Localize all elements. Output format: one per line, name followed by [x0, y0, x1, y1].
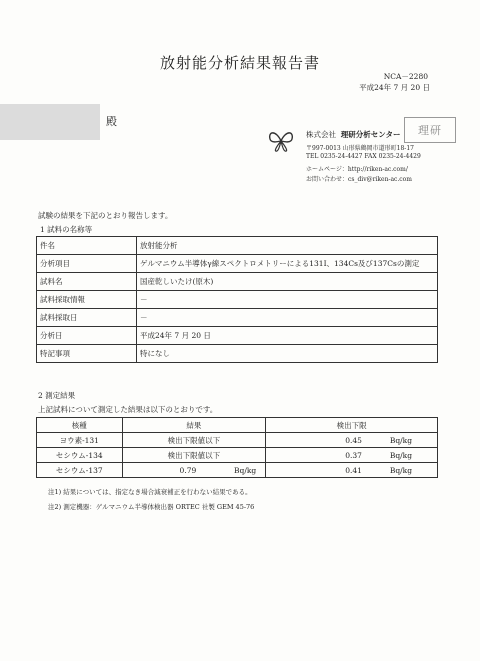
row-value: ゲルマニウム半導体γ線スペクトロメトリーによる131I、134Cs及び137Csの測定: [137, 255, 438, 273]
nuclide-cell: セシウム-134: [37, 448, 123, 463]
column-header-result: 結果: [122, 418, 266, 433]
table-row: [37, 291, 438, 309]
row-value: 国産乾しいたけ(原木): [137, 273, 438, 291]
result-cell: [122, 463, 266, 478]
row-value: 放射能分析: [137, 237, 438, 255]
limit-value: 0.41: [345, 465, 362, 475]
row-value: 特になし: [137, 345, 438, 363]
limit-unit: Bq/kg: [389, 465, 412, 475]
result-value: 検出下限値以下: [167, 450, 221, 460]
note-1: 注1) 結果については、指定なき場合減衰補正を行わない結果である。: [48, 488, 252, 496]
company-inquiry: お問い合わせ：cs_div@riken-ac.com: [306, 176, 412, 183]
row-value: 平成24年 7 月 20 日: [137, 327, 438, 345]
row-label: 特記事項: [37, 345, 137, 363]
row-label: 試料採取日: [37, 309, 137, 327]
section1-heading: 1 試料の名称等: [40, 225, 93, 234]
table-row: [37, 345, 438, 363]
nuclide-cell: セシウム-137: [37, 463, 123, 478]
limit-cell: [266, 448, 438, 463]
table-row: [37, 255, 438, 273]
limit-value: 0.45: [345, 435, 362, 445]
row-label: 分析日: [37, 327, 137, 345]
company-tel-fax: TEL 0235-24-4427 FAX 0235-24-4429: [306, 153, 421, 160]
table-row: [37, 448, 438, 463]
butterfly-logo-icon: [266, 128, 296, 154]
section2-subheading: 上記試料について測定した結果は以下のとおりです。: [38, 405, 218, 414]
note-2: 注2) 測定機器：ゲルマニウム半導体検出器 ORTEC 社製 GEM 45-76: [48, 503, 255, 511]
table-row: [37, 273, 438, 291]
row-label: 分析項目: [37, 255, 137, 273]
nuclide-cell: ヨウ素-131: [37, 433, 123, 448]
row-value: －: [137, 309, 438, 327]
table-row: [37, 327, 438, 345]
row-value: －: [137, 291, 438, 309]
redacted-recipient: [0, 104, 100, 140]
document-date: 平成24年 7 月 20 日: [359, 83, 430, 92]
table-row: [37, 237, 438, 255]
column-header-limit: 検出下限: [266, 418, 438, 433]
report-title: 放射能分析結果報告書: [159, 54, 320, 72]
limit-value: 0.37: [345, 450, 362, 460]
table-row: [37, 463, 438, 478]
company-seal: 理研: [404, 117, 456, 143]
section2-heading: 2 測定結果: [38, 391, 76, 400]
recipient-honorific: 殿: [106, 115, 117, 128]
row-label: 件名: [37, 237, 137, 255]
result-value: 検出下限値以下: [167, 435, 221, 445]
limit-unit: Bq/kg: [389, 450, 412, 460]
result-cell: [122, 433, 266, 448]
table-row: [37, 433, 438, 448]
limit-cell: [266, 433, 438, 448]
result-unit: Bq/kg: [234, 465, 257, 475]
measurement-results-table: [36, 417, 438, 478]
result-cell: [122, 448, 266, 463]
company-name: 株式会社 理研分析センター: [306, 130, 401, 139]
company-website: ホームページ：http://riken-ac.com/: [306, 166, 408, 173]
limit-unit: Bq/kg: [389, 435, 412, 445]
row-label: 試料名: [37, 273, 137, 291]
limit-cell: [266, 463, 438, 478]
sample-info-table: [36, 236, 438, 363]
table-row: [37, 309, 438, 327]
document-number: NCA－2280: [383, 72, 428, 81]
results-header-row: [37, 418, 438, 433]
intro-text: 試験の結果を下記のとおり報告します。: [38, 211, 173, 220]
row-label: 試料採取情報: [37, 291, 137, 309]
company-address: 〒997-0013 山形県鶴岡市道形町18-17: [306, 145, 414, 152]
column-header-nuclide: 核種: [37, 418, 123, 433]
result-value: 0.79: [179, 465, 197, 475]
